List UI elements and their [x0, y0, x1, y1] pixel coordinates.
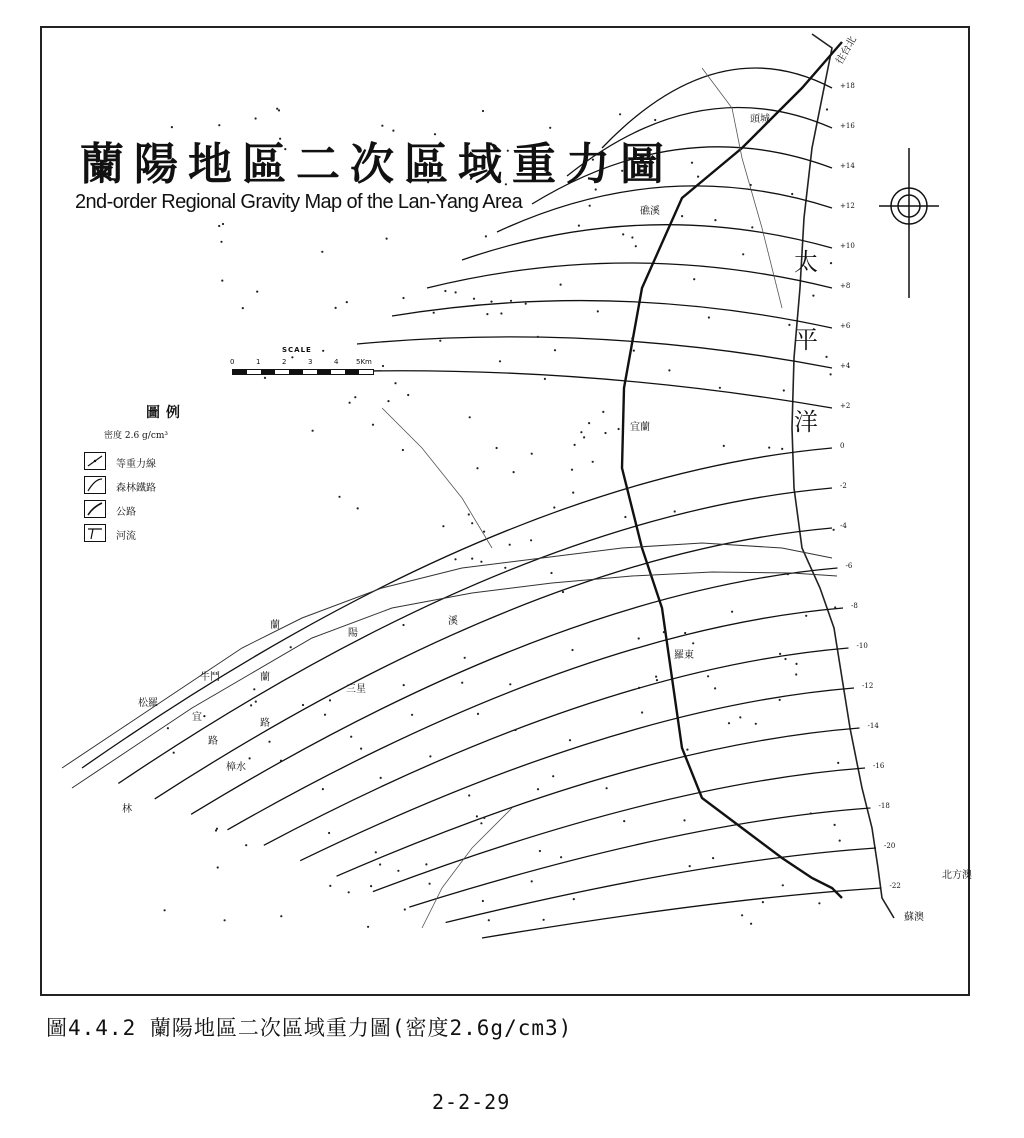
gravity-station-dot [387, 400, 389, 402]
gravity-station-dot [268, 741, 270, 743]
contour-value-label: +14 [840, 162, 855, 170]
gravity-station-dot [360, 748, 362, 750]
gravity-station-dot [537, 336, 539, 338]
contour-value-label: -2 [840, 482, 847, 490]
gravity-contour-line [118, 488, 832, 783]
gravity-station-dot [692, 642, 694, 644]
gravity-station-dot [795, 663, 797, 665]
gravity-station-dot [825, 356, 827, 358]
gravity-contour-line [427, 263, 832, 288]
gravity-station-dot [788, 324, 790, 326]
gravity-station-dot [455, 291, 457, 293]
gravity-station-dot [663, 631, 665, 633]
legend-label: 公路 [116, 507, 136, 518]
gravity-station-dot [731, 611, 733, 613]
gravity-station-dot [830, 373, 832, 375]
lanyang-river [62, 543, 832, 768]
gravity-station-dot [324, 714, 326, 716]
gravity-station-dot [583, 436, 585, 438]
gravity-station-dot [312, 430, 314, 432]
gravity-station-dot [276, 108, 278, 110]
gravity-contour-line [155, 528, 832, 799]
legend-label: 森林鐵路 [116, 483, 156, 494]
gravity-station-dot [444, 290, 446, 292]
gravity-station-dot [477, 713, 479, 715]
gravity-station-dot [795, 673, 797, 675]
gravity-station-dot [537, 788, 539, 790]
gravity-station-dot [425, 863, 427, 865]
gravity-station-dot [224, 919, 226, 921]
gravity-station-dot [830, 262, 832, 264]
gravity-station-dot [250, 704, 252, 706]
scale-tick: 4 [334, 358, 339, 366]
gravity-station-dot [372, 424, 374, 426]
gravity-station-dot [468, 513, 470, 515]
legend-density: 密度 2.6 g/cm³ [104, 431, 169, 441]
contour-value-label: -10 [856, 642, 868, 650]
yilan-road-label: 宜 [192, 712, 202, 723]
gravity-station-dot [683, 819, 685, 821]
gravity-station-dot [483, 531, 485, 533]
legend-item-contour [84, 452, 214, 472]
gravity-station-dot [554, 349, 556, 351]
gravity-station-dot [623, 820, 625, 822]
contour-value-label: +4 [840, 362, 851, 370]
gravity-station-dot [217, 866, 219, 868]
gravity-station-dot [486, 313, 488, 315]
gravity-station-dot [349, 402, 351, 404]
gravity-station-dot [370, 885, 372, 887]
gravity-station-dot [560, 284, 562, 286]
gravity-station-dot [357, 507, 359, 509]
gravity-station-dot [723, 445, 725, 447]
gravity-station-dot [818, 902, 820, 904]
gravity-station-dot [531, 880, 533, 882]
gravity-station-dot [433, 312, 435, 314]
gravity-station-dot [375, 851, 377, 853]
forest-road-label: 林 [122, 804, 132, 815]
gravity-station-dot [837, 762, 839, 764]
highway-icon [84, 500, 106, 518]
place-suao: 蘇澳 [904, 912, 924, 923]
gravity-station-dot [791, 193, 793, 195]
gravity-station-dot [635, 245, 637, 247]
gravity-station-dot [454, 558, 456, 560]
gravity-station-dot [638, 637, 640, 639]
gravity-station-dot [386, 238, 388, 240]
gravity-station-dot [496, 447, 498, 449]
forest-railway-icon [84, 476, 106, 494]
contour-value-label: +8 [840, 282, 851, 290]
gravity-station-dot [589, 205, 591, 207]
gravity-station-dot [768, 447, 770, 449]
gravity-contour-line [191, 568, 837, 814]
gravity-station-dot [606, 787, 608, 789]
gravity-station-dot [394, 382, 396, 384]
gravity-station-dot [553, 506, 555, 508]
gravity-station-dot [755, 723, 757, 725]
gravity-station-dot [544, 378, 546, 380]
place-sanxing: 三星 [346, 684, 366, 695]
yilan-road-label: 路 [260, 718, 270, 729]
scale-tick: 2 [282, 358, 287, 366]
gravity-station-dot [164, 909, 166, 911]
gravity-contour-line [482, 888, 882, 938]
gravity-station-dot [714, 219, 716, 221]
gravity-station-dot [280, 915, 282, 917]
gravity-station-dot [439, 340, 441, 342]
gravity-station-dot [656, 679, 658, 681]
gravity-station-dot [321, 251, 323, 253]
gravity-station-dot [578, 225, 580, 227]
contour-value-label: -4 [840, 522, 847, 530]
gravity-station-dot [471, 522, 473, 524]
gravity-station-dot [471, 558, 473, 560]
gravity-station-dot [631, 337, 633, 339]
gravity-station-dot [379, 863, 381, 865]
gravity-station-dot [509, 683, 511, 685]
gravity-station-dot [619, 113, 621, 115]
gravity-station-dot [402, 624, 404, 626]
map-title-zh: 蘭陽地區二次區域重力圖 [80, 139, 674, 190]
gravity-station-dot [762, 901, 764, 903]
gravity-station-dot [597, 310, 599, 312]
river-icon [84, 524, 106, 542]
gravity-station-dot [728, 722, 730, 724]
gravity-station-dot [255, 117, 257, 119]
gravity-station-dot [255, 701, 257, 703]
contour-value-label: -8 [851, 602, 858, 610]
gravity-station-dot [482, 900, 484, 902]
gravity-station-dot [473, 298, 475, 300]
gravity-station-dot [429, 883, 431, 885]
lanyang-river-label: 溪 [448, 616, 458, 627]
label-railway-north: 往台北 [834, 34, 859, 67]
gravity-station-dot [476, 467, 478, 469]
gravity-station-dot [500, 312, 502, 314]
contour-value-label: -16 [873, 762, 885, 770]
gravity-station-dot [280, 760, 282, 762]
gravity-station-dot [691, 162, 693, 164]
gravity-station-dot [689, 865, 691, 867]
gravity-station-dot [757, 131, 759, 133]
gravity-station-dot [429, 755, 431, 757]
gravity-station-dot [290, 646, 292, 648]
gravity-station-dot [404, 908, 406, 910]
gravity-station-dot [329, 699, 331, 701]
gravity-station-dot [686, 749, 688, 751]
legend-item-river [84, 524, 214, 544]
gravity-station-dot [256, 291, 258, 293]
ocean-label-char: 平 [794, 326, 818, 354]
gravity-station-dot [574, 444, 576, 446]
gravity-station-dot [367, 926, 369, 928]
gravity-station-dot [510, 300, 512, 302]
gravity-station-dot [350, 736, 352, 738]
lanyang-river-bank [72, 572, 837, 788]
gravity-station-dot [215, 829, 217, 831]
lanyang-river-label: 陽 [348, 628, 358, 639]
gravity-station-dot [509, 544, 511, 546]
gravity-station-dot [220, 241, 222, 243]
gravity-station-dot [476, 815, 478, 817]
contour-value-label: +6 [840, 322, 851, 330]
gravity-station-dot [550, 572, 552, 574]
contour-value-label: -6 [845, 562, 853, 570]
gravity-station-dot [329, 885, 331, 887]
yilan-road-label: 蘭 [260, 672, 270, 683]
gravity-station-dot [569, 739, 571, 741]
gravity-station-dot [322, 788, 324, 790]
gravity-contour-line [300, 688, 854, 861]
gravity-station-dot [668, 369, 670, 371]
gravity-station-dot [322, 350, 324, 352]
gravity-station-dot [407, 394, 409, 396]
gravity-station-dot [741, 914, 743, 916]
gravity-station-dot [618, 428, 620, 430]
gravity-station-dot [573, 898, 575, 900]
gravity-station-dot [461, 682, 463, 684]
gravity-station-dot [482, 110, 484, 112]
gravity-station-dot [714, 687, 716, 689]
forest-road-label: 路 [208, 736, 218, 747]
gravity-station-dot [403, 684, 405, 686]
gravity-station-dot [560, 856, 562, 858]
gravity-station-dot [833, 529, 835, 531]
gravity-station-dot [592, 461, 594, 463]
gravity-station-dot [580, 431, 582, 433]
gravity-station-dot [812, 295, 814, 297]
gravity-station-dot [539, 850, 541, 852]
gravity-station-dot [335, 307, 337, 309]
gravity-station-dot [338, 496, 340, 498]
gravity-station-dot [779, 653, 781, 655]
gravity-station-dot [750, 923, 752, 925]
gravity-station-dot [543, 919, 545, 921]
gravity-station-dot [490, 301, 492, 303]
contour-value-label: +18 [840, 82, 855, 90]
gravity-station-dot [346, 301, 348, 303]
gravity-station-dot [468, 794, 470, 796]
gravity-contour-line [357, 337, 832, 368]
gravity-station-dot [218, 124, 220, 126]
figure-caption: 圖4.4.2 蘭陽地區二次區域重力圖(密度2.6g/cm3) [46, 1016, 573, 1040]
map-frame [40, 26, 970, 996]
gravity-station-dot [173, 752, 175, 754]
contour-value-label: +12 [840, 202, 855, 210]
place-songluo: 松羅 [138, 698, 158, 709]
gravity-station-dot [480, 561, 482, 563]
gravity-station-dot [531, 453, 533, 455]
gravity-station-dot [514, 729, 516, 731]
gravity-station-dot [839, 840, 841, 842]
contour-value-label: -22 [889, 882, 901, 890]
map-title-en: 2nd-order Regional Gravity Map of the Lan-Yang Area [75, 191, 523, 213]
gravity-station-dot [411, 714, 413, 716]
gravity-station-dot [571, 469, 573, 471]
gravity-station-dot [834, 606, 836, 608]
legend-label: 河流 [116, 531, 136, 542]
gravity-station-dot [402, 297, 404, 299]
gravity-station-dot [572, 492, 574, 494]
gravity-station-dot [264, 377, 266, 379]
contour-value-label: +10 [840, 242, 855, 250]
gravity-station-dot [328, 832, 330, 834]
legend-title: 圖例 [146, 405, 186, 421]
gravity-contour-line [392, 301, 832, 328]
gravity-station-dot [622, 233, 624, 235]
gravity-station-dot [525, 303, 527, 305]
tributary-north [382, 408, 492, 548]
gravity-station-dot [834, 824, 836, 826]
place-yilan: 宜蘭 [630, 422, 650, 433]
gravity-station-dot [693, 278, 695, 280]
gravity-station-dot [708, 316, 710, 318]
gravity-station-dot [810, 812, 812, 814]
gravity-stations [164, 108, 841, 928]
gravity-station-dot [707, 675, 709, 677]
lanyang-river-label: 蘭 [270, 620, 280, 631]
gravity-station-dot [397, 870, 399, 872]
place-beifangao: 北方澳 [942, 870, 972, 881]
gravity-station-dot [654, 119, 656, 121]
contour-value-label: -12 [862, 682, 874, 690]
gravity-station-dot [588, 422, 590, 424]
contour-value-label: -20 [884, 842, 896, 850]
page-number: 2-2-29 [432, 1090, 511, 1114]
gravity-station-dot [253, 688, 255, 690]
gravity-station-dot [783, 389, 785, 391]
gravity-station-dot [218, 225, 220, 227]
place-toucheng: 頭城 [750, 114, 770, 125]
gravity-station-dot [781, 448, 783, 450]
gravity-station-dot [739, 716, 741, 718]
gravity-station-dot [697, 176, 699, 178]
place-niudou: 牛鬥 [200, 672, 220, 683]
gravity-station-dot [513, 471, 515, 473]
gravity-station-dot [278, 109, 280, 111]
gravity-station-dot [784, 658, 786, 660]
scale-tick: 5Km [356, 358, 372, 366]
gravity-station-dot [469, 416, 471, 418]
gravity-station-dot [242, 307, 244, 309]
legend-label: 等重力線 [116, 459, 156, 470]
scale-label: SCALE [282, 346, 312, 354]
contour-line-icon [84, 452, 106, 470]
legend-item-highway [84, 500, 214, 520]
gravity-station-dot [480, 822, 482, 824]
gravity-station-dot [571, 649, 573, 651]
contour-value-label: -14 [867, 722, 879, 730]
gravity-contour-line [322, 371, 832, 408]
place-jiaoxi: 礁溪 [640, 206, 660, 217]
gravity-station-dot [380, 777, 382, 779]
gravity-station-dot [631, 236, 633, 238]
gravity-station-dot [464, 657, 466, 659]
gravity-contour-line [462, 225, 832, 260]
gravity-station-dot [633, 350, 635, 352]
gravity-station-dot [826, 108, 828, 110]
place-luodong: 羅東 [674, 650, 694, 661]
gravity-station-dot [222, 223, 224, 225]
gravity-station-dot [604, 432, 606, 434]
gravity-station-dot [402, 449, 404, 451]
gravity-station-dot [674, 510, 676, 512]
contour-value-label: +16 [840, 122, 855, 130]
ocean-label-char: 洋 [794, 408, 818, 436]
gravity-station-dot [348, 891, 350, 893]
gravity-station-dot [483, 817, 485, 819]
gravity-station-dot [602, 411, 604, 413]
gravity-station-dot [382, 365, 384, 367]
scale-tick: 3 [308, 358, 313, 366]
gravity-station-dot [530, 539, 532, 541]
scale-tick: 0 [230, 358, 235, 366]
legend-item-forest-railway [84, 476, 214, 496]
gravity-station-dot [655, 676, 657, 678]
gravity-station-dot [805, 615, 807, 617]
gravity-station-dot [712, 857, 714, 859]
gravity-contour-line [409, 808, 870, 907]
place-shuimin: 樟水 [226, 762, 246, 773]
gravity-station-dot [354, 396, 356, 398]
gravity-station-dot [302, 704, 304, 706]
scale-ticks [230, 358, 380, 368]
gravity-station-dot [442, 525, 444, 527]
gravity-station-dot [719, 387, 721, 389]
gravity-contour-line [264, 648, 849, 845]
contour-value-label: 0 [840, 442, 845, 450]
gravity-station-dot [488, 919, 490, 921]
gravity-contour-line [373, 768, 865, 892]
scale-tick: 1 [256, 358, 261, 366]
gravity-station-dot [499, 360, 501, 362]
gravity-station-dot [681, 215, 683, 217]
gravity-station-dot [751, 226, 753, 228]
gravity-station-dot [249, 757, 251, 759]
contour-value-label: -18 [878, 802, 890, 810]
scale-bar-graphic [232, 369, 374, 375]
north-arrow-icon [874, 148, 944, 298]
gravity-station-dot [782, 884, 784, 886]
gravity-station-dot [742, 253, 744, 255]
gravity-station-dot [641, 711, 643, 713]
gravity-station-dot [624, 516, 626, 518]
gravity-station-dot [381, 125, 383, 127]
gravity-station-dot [504, 567, 506, 569]
gravity-station-dot [779, 699, 781, 701]
ocean-label-char: 太 [794, 248, 818, 276]
gravity-station-dot [552, 775, 554, 777]
gravity-station-dot [221, 280, 223, 282]
gravity-station-dot [638, 687, 640, 689]
gravity-station-dot [485, 235, 487, 237]
gravity-station-dot [562, 591, 564, 593]
gravity-station-dot [245, 844, 247, 846]
gravity-station-dot [684, 632, 686, 634]
gravity-station-dot [203, 715, 205, 717]
gravity-station-dot [167, 727, 169, 729]
contour-value-label: +2 [840, 402, 851, 410]
